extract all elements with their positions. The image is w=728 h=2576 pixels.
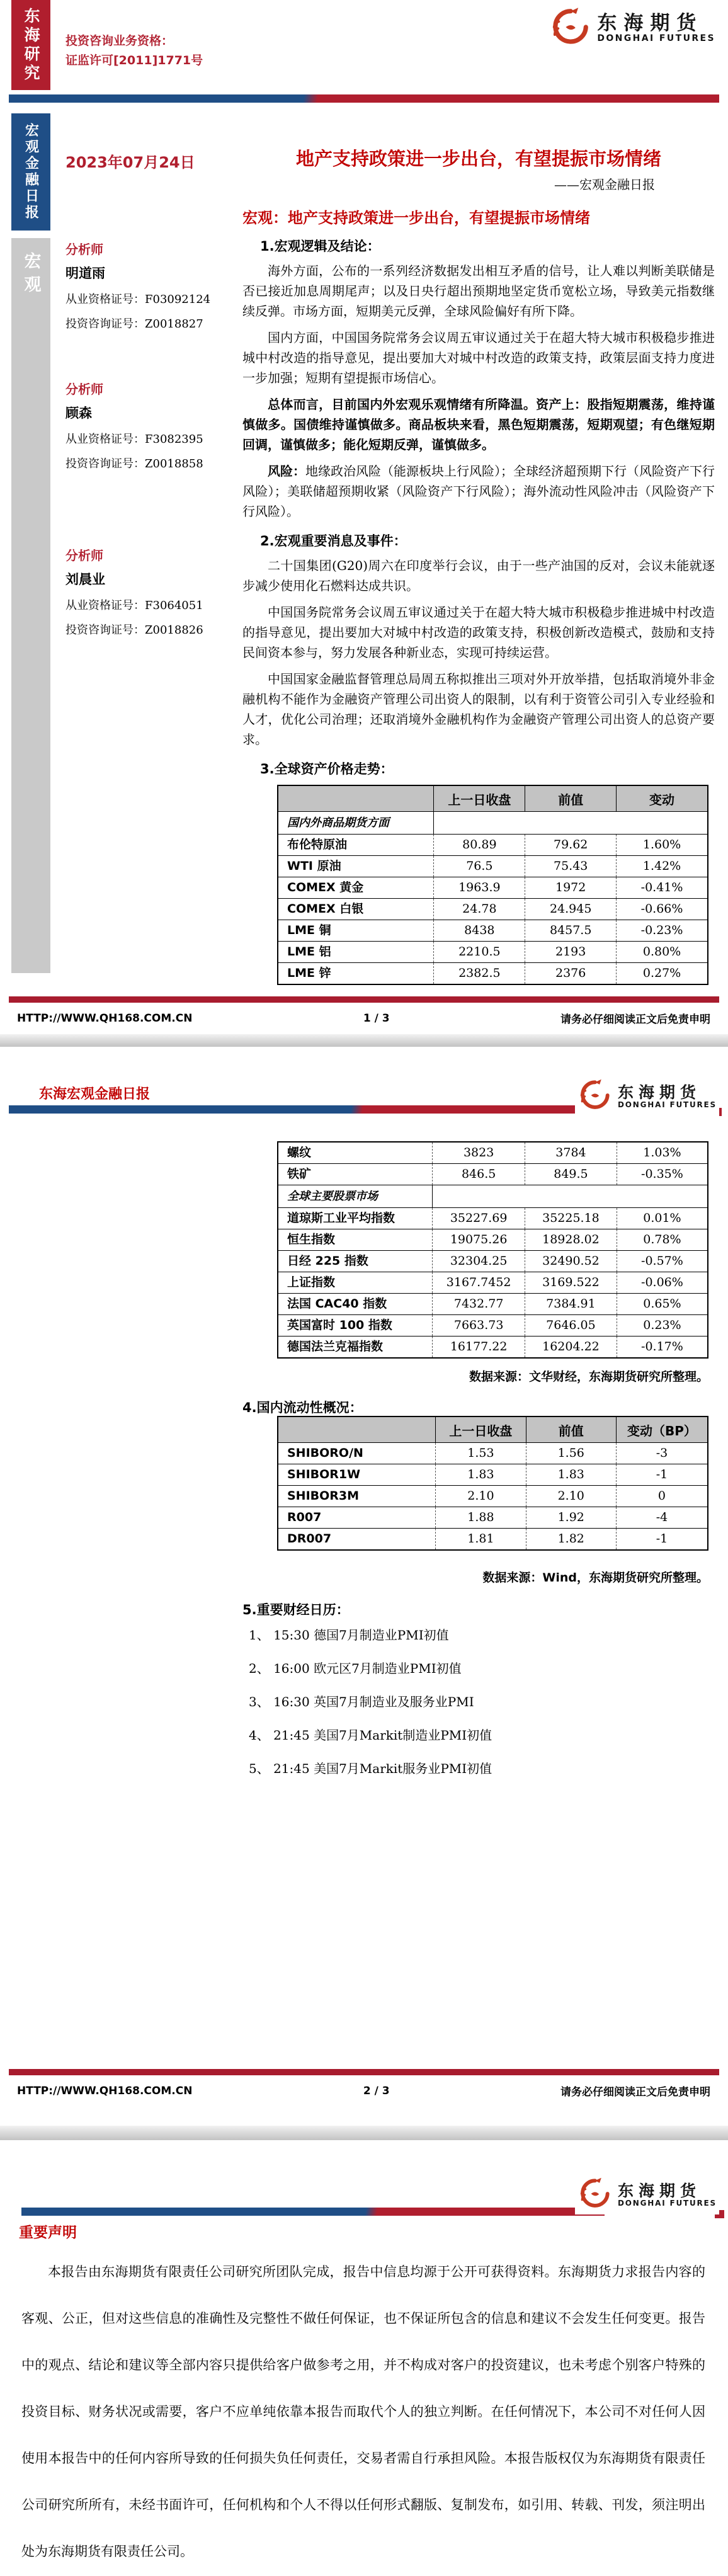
table-cell-value: 80.89 — [434, 835, 525, 856]
table-cell-label: COMEX 白银 — [278, 899, 434, 920]
table-section-row — [278, 1185, 708, 1208]
table-cell-value: -0.41% — [617, 877, 708, 899]
calendar-item: 1、 15:30 德国7月制造业PMI初值 — [249, 1627, 449, 1643]
global-asset-price-table — [277, 785, 708, 985]
heading-domestic-liquidity: 4.国内流动性概况： — [242, 1400, 363, 1415]
footer-disclaimer-note: 请务必仔细阅读正文后免责申明 — [560, 2086, 710, 2099]
footer-disclaimer-note: 请务必仔细阅读正文后免责申明 — [560, 1013, 710, 1026]
table-section-empty — [434, 812, 708, 835]
analyst-role: 分析师 — [65, 242, 103, 257]
calendar-item: 3、 16:30 英国7月制造业及服务业PMI — [249, 1694, 474, 1709]
table-row — [278, 963, 708, 985]
macro-section-heading: 宏观：地产支持政策进一步出台，有望提振市场情绪 — [242, 209, 590, 227]
table-row — [278, 1464, 708, 1486]
table-cell-label: 德国法兰克福指数 — [278, 1336, 433, 1359]
table-header-empty — [278, 1416, 436, 1443]
table-cell-value: 1.88 — [436, 1507, 526, 1529]
column-vertical-label: 宏观 — [21, 252, 41, 299]
footer-bar — [9, 2069, 719, 2075]
table-row — [278, 899, 708, 920]
table-cell-label: 道琼斯工业平均指数 — [278, 1208, 433, 1229]
table-row — [278, 1507, 708, 1529]
analyst-advisory: 投资咨询证号：Z0018826 — [65, 624, 203, 637]
table-cell-value: 7646.05 — [525, 1315, 617, 1336]
company-logo — [547, 5, 718, 52]
table-cell-value: 2193 — [525, 942, 617, 963]
table-cell-value: -0.66% — [617, 899, 708, 920]
research-vertical-banner — [11, 0, 50, 90]
table-row — [278, 920, 708, 942]
analyst-name: 刘晨业 — [65, 572, 105, 587]
table-row — [278, 1529, 708, 1551]
table-section-empty — [433, 1185, 708, 1208]
analyst-name: 顾森 — [65, 406, 92, 421]
table-cell-value: 1.83 — [436, 1464, 526, 1486]
table-cell-value: 846.5 — [433, 1164, 525, 1185]
research-vertical-label: 东海研究 — [22, 7, 40, 83]
report-date: 2023年07月24日 — [65, 154, 195, 171]
table-cell-value: 849.5 — [525, 1164, 617, 1185]
footer-url: HTTP://WWW.QH168.COM.CN — [17, 2084, 193, 2097]
header-divider-bar — [9, 1105, 589, 1114]
table-section-label: 全球主要股票市场 — [278, 1185, 433, 1208]
table-cell-value: 1.03% — [617, 1142, 708, 1164]
analyst-advisory: 投资咨询证号：Z0018858 — [65, 457, 203, 470]
table-cell-label: 铁矿 — [278, 1164, 433, 1185]
table-row — [278, 1208, 708, 1229]
table-header-change-bp: 变动（BP） — [616, 1416, 708, 1443]
table-header-close: 上一日收盘 — [434, 785, 525, 812]
table-cell-value: 3784 — [525, 1142, 617, 1164]
domestic-liquidity-table — [277, 1416, 708, 1551]
risk-label: 风险： — [268, 464, 305, 479]
analyst-role: 分析师 — [65, 382, 103, 397]
table-cell-label: 螺纹 — [278, 1142, 433, 1164]
table-cell-label: 日经 225 指数 — [278, 1251, 433, 1272]
analyst-block-2 — [65, 379, 239, 471]
table-row — [278, 1443, 708, 1464]
table-cell-value: 7663.73 — [433, 1315, 525, 1336]
disclaimer-text: 本报告由东海期货有限责任公司研究所团队完成，报告中信息均源于公开可获得资料。东海期货力求报告内容的客观、公正，但对这些信息的准确性及完整性不做任何保证，也不保证所包含的信息和建议不会发生任何变更。报告中的观点、结论和建议等全部内容只提供给客户做参考之用，并不构成对客户的投资建议，也未考虑个别客户特殊的投资目标、财务状况或需要，客户不应单纯依靠本报告而取代个人的独立判断。在任何情况下，本公司不对任何人因使用本报告中的任何内容所导致的任何损失负任何责任，交易者需自行承担风险。本报告版权仅为东海期货有限责任公司研究所所有，未经书面许可，任何机构和个人不得以任何形式翻版、复制发布，如引用、转载、刊发，须注明出处为东海期货有限责任公司。 — [21, 2264, 705, 2559]
table-cell-value: 24.78 — [434, 899, 525, 920]
analyst-advisory: 投资咨询证号：Z0018827 — [65, 317, 203, 331]
table-row — [278, 856, 708, 877]
table-cell-value: 24.945 — [525, 899, 617, 920]
table-cell-value: 32304.25 — [433, 1251, 525, 1272]
calendar-item: 4、 21:45 美国7月Markit制造业PMI初值 — [249, 1728, 492, 1743]
table-cell-label: WTI 原油 — [278, 856, 434, 877]
paragraph-overseas: 海外方面，公布的一系列经济数据发出相互矛盾的信号，让人难以判断美联储是否已接近加息周期尾声；以及日央行超出预期地坚定货币宽松立场，导致美元指数继续反弹。市场方面，短期美元反弹，全球风险偏好有所下降。 — [242, 263, 715, 319]
table-cell-value: 0.65% — [617, 1294, 708, 1315]
table-cell-value: -1 — [616, 1464, 708, 1486]
page-separator — [0, 1034, 728, 1047]
table-row — [278, 942, 708, 963]
table-row — [278, 1251, 708, 1272]
table-cell-label: SHIBOR3M — [278, 1486, 436, 1507]
paragraph-state-council: 中国国务院常务会议周五审议通过关于在超大特大城市积极稳步推进城中村改造的指导意见，提出要加大对城中村改造的政策支持，积极创新改造模式，鼓励和支持民间资本参与，努力发展各种新业态，实现可持续运营。 — [242, 605, 715, 660]
table-row — [278, 877, 708, 899]
table-row — [278, 1164, 708, 1185]
table-cell-label: LME 锌 — [278, 963, 434, 985]
table-cell-value: 1.92 — [526, 1507, 616, 1529]
table-cell-value: 18928.02 — [525, 1229, 617, 1251]
footer-bar — [9, 996, 719, 1003]
table-cell-label: SHIBOR1W — [278, 1464, 436, 1486]
paragraph-domestic: 国内方面，中国国务院常务会议周五审议通过关于在超大特大城市积极稳步推进城中村改造的指导意见，提出要加大对城中村改造的政策支持，政策层面支持力度进一步加强；短期有望提振市场信心。 — [242, 330, 715, 385]
table-cell-label: LME 铝 — [278, 942, 434, 963]
page-3 — [0, 2140, 728, 2576]
table-cell-value: 0.23% — [617, 1315, 708, 1336]
analyst-block-3 — [65, 545, 239, 637]
table-cell-value: 1963.9 — [434, 877, 525, 899]
table-cell-value: 1.60% — [617, 835, 708, 856]
data-source-wenhua: 数据来源：文华财经，东海期货研究所整理。 — [469, 1370, 708, 1384]
analyst-cert: 从业资格证号：F03092124 — [65, 293, 211, 306]
logo-text — [618, 1085, 717, 1109]
main-content — [242, 149, 715, 985]
table-cell-label: 上证指数 — [278, 1272, 433, 1294]
dragon-logo-icon — [549, 6, 591, 50]
table-cell-value: 35225.18 — [525, 1208, 617, 1229]
logo-cn-text: 东海期货 — [597, 12, 703, 35]
table-cell-label: DR007 — [278, 1529, 436, 1551]
heading-financial-calendar: 5.重要财经日历： — [242, 1602, 350, 1617]
qualification-block — [65, 31, 203, 71]
table-cell-value: -0.06% — [617, 1272, 708, 1294]
table-cell-value: -0.57% — [617, 1251, 708, 1272]
table-cell-value: 75.43 — [525, 856, 617, 877]
qualification-line2: 证监许可[2011]1771号 — [65, 54, 203, 67]
heading-macro-news: 2.宏观重要消息及事件： — [260, 533, 407, 549]
logo-en-text: DONGHAI FUTURES — [618, 2198, 717, 2208]
table-cell-value: 8457.5 — [525, 920, 617, 942]
header-divider-bar — [9, 94, 719, 103]
table-row — [278, 1336, 708, 1359]
dragon-logo-icon — [577, 1078, 611, 1115]
table-row — [278, 1272, 708, 1294]
calendar-item: 5、 21:45 美国7月Markit服务业PMI初值 — [249, 1761, 492, 1776]
table-cell-value: 7384.91 — [525, 1294, 617, 1315]
table-header-change: 变动 — [617, 785, 708, 812]
table-cell-value: 1.82 — [526, 1529, 616, 1551]
header-divider-bar — [21, 2208, 605, 2216]
report-vertical-label: 宏观金融日报 — [23, 123, 39, 221]
heading-global-assets: 3.全球资产价格走势： — [260, 761, 394, 777]
analyst-block-1 — [65, 239, 239, 331]
footer-url: HTTP://WWW.QH168.COM.CN — [17, 1012, 193, 1025]
table-cell-value: 2210.5 — [434, 942, 525, 963]
analyst-cert: 从业资格证号：F3082395 — [65, 433, 203, 446]
page-2 — [0, 1047, 728, 2126]
analyst-role: 分析师 — [65, 548, 103, 563]
table-cell-label: LME 铜 — [278, 920, 434, 942]
table-row — [278, 835, 708, 856]
logo-cn-text: 东海期货 — [618, 2181, 702, 2200]
table-header-prev: 前值 — [525, 785, 617, 812]
global-asset-price-table-continued — [277, 1141, 708, 1359]
table-cell-value: -4 — [616, 1507, 708, 1529]
table-row — [278, 1229, 708, 1251]
report-vertical-banner — [11, 113, 50, 231]
table-cell-value: 79.62 — [525, 835, 617, 856]
table-section-row — [278, 812, 708, 835]
dragon-logo-icon — [577, 2177, 611, 2213]
table-cell-value: 1.56 — [526, 1443, 616, 1464]
logo-en-text: DONGHAI FUTURES — [618, 1100, 717, 1109]
table-cell-value: -0.17% — [617, 1336, 708, 1359]
table-cell-value: 1972 — [525, 877, 617, 899]
column-vertical-banner — [11, 238, 50, 973]
logo-text — [618, 2183, 717, 2208]
table-cell-value: 7432.77 — [433, 1294, 525, 1315]
table-cell-value: -3 — [616, 1443, 708, 1464]
table-cell-value: 1.42% — [617, 856, 708, 877]
table-cell-value: 1.53 — [436, 1443, 526, 1464]
table-row — [278, 1294, 708, 1315]
analyst-cert: 从业资格证号：F3064051 — [65, 599, 203, 612]
table-cell-label: 英国富时 100 指数 — [278, 1315, 433, 1336]
table-header-close: 上一日收盘 — [436, 1416, 526, 1443]
table-cell-value: 3169.522 — [525, 1272, 617, 1294]
table-cell-value: 16204.22 — [525, 1336, 617, 1359]
table-cell-label: SHIBORO/N — [278, 1443, 436, 1464]
table-cell-value: 2376 — [525, 963, 617, 985]
table-header-row — [278, 785, 708, 812]
table-cell-value: 0.80% — [617, 942, 708, 963]
table-cell-value: 32490.52 — [525, 1251, 617, 1272]
page2-header-title: 东海宏观金融日报 — [39, 1086, 151, 1102]
table-cell-value: 3167.7452 — [433, 1272, 525, 1294]
paragraph-risk — [242, 461, 715, 521]
page2-content — [242, 1141, 715, 1795]
table-row — [278, 1486, 708, 1507]
table-cell-value: -1 — [616, 1529, 708, 1551]
calendar-item: 2、 16:00 欧元区7月制造业PMI初值 — [249, 1661, 462, 1676]
table-cell-value: 35227.69 — [433, 1208, 525, 1229]
table-section-label: 国内外商品期货方面 — [278, 812, 434, 835]
footer-row — [17, 2083, 710, 2099]
financial-calendar-list — [249, 1628, 715, 1775]
report-subtitle: ——宏观金融日报 — [554, 177, 655, 192]
table-cell-label: R007 — [278, 1507, 436, 1529]
footer-row — [17, 1010, 710, 1026]
table-header-prev: 前值 — [526, 1416, 616, 1443]
table-cell-label: 布伦特原油 — [278, 835, 434, 856]
important-statement-heading: 重要声明 — [19, 2225, 77, 2241]
heading-macro-logic: 1.宏观逻辑及结论： — [260, 239, 380, 254]
page-number: 2 / 3 — [363, 2084, 390, 2097]
table-cell-value: -0.23% — [617, 920, 708, 942]
analyst-name: 明道雨 — [65, 266, 105, 281]
table-cell-value: -0.35% — [617, 1164, 708, 1185]
table-cell-value: 0 — [616, 1486, 708, 1507]
table-cell-value: 8438 — [434, 920, 525, 942]
table-cell-value: 0.01% — [617, 1208, 708, 1229]
table-cell-value: 19075.26 — [433, 1229, 525, 1251]
table-cell-value: 76.5 — [434, 856, 525, 877]
table-header-row — [278, 1416, 708, 1443]
qualification-line1: 投资咨询业务资格： — [65, 34, 174, 48]
table-cell-value: 2.10 — [526, 1486, 616, 1507]
table-cell-label: 恒生指数 — [278, 1229, 433, 1251]
table-header-empty — [278, 785, 434, 812]
report-title: 地产支持政策进一步出台，有望提振市场情绪 — [295, 148, 661, 169]
table-cell-label: 法国 CAC40 指数 — [278, 1294, 433, 1315]
table-row — [278, 1142, 708, 1164]
table-cell-value: 2.10 — [436, 1486, 526, 1507]
company-logo — [575, 1077, 719, 1116]
table-row — [278, 1315, 708, 1336]
page-1 — [0, 0, 728, 1034]
logo-text — [597, 13, 715, 43]
table-cell-value: 2382.5 — [434, 963, 525, 985]
page-number: 1 / 3 — [363, 1012, 390, 1025]
page-separator — [0, 2126, 728, 2140]
table-cell-value: 3823 — [433, 1142, 525, 1164]
table-cell-value: 0.78% — [617, 1229, 708, 1251]
risk-text: 地缘政治风险（能源板块上行风险）；全球经济超预期下行（风险资产下行风险）；美联储超预期收紧（风险资产下行风险）；海外流动性风险冲击（风险资产下行风险）。 — [242, 464, 715, 519]
paragraph-nfra: 中国国家金融监督管理总局周五称拟推出三项对外开放举措，包括取消境外非金融机构不能作为金融资产管理公司出资人的限制，以有利于资管公司引入专业经验和人才，优化公司治理；还取消境外金融机构作为金融资产管理公司出资人的总资产要求。 — [242, 671, 715, 747]
table-cell-value: 16177.22 — [433, 1336, 525, 1359]
table-cell-label: COMEX 黄金 — [278, 877, 434, 899]
data-source-wind: 数据来源：Wind，东海期货研究所整理。 — [482, 1571, 708, 1585]
paragraph-summary: 总体而言，目前国内外宏观乐观情绪有所降温。资产上：股指短期震荡，维持谨慎做多。国债维持谨慎做多。商品板块来看，黑色短期震荡，短期观望；有色继短期回调，谨慎做多；能化短期反弹，谨慎做多。 — [242, 397, 715, 452]
company-logo — [575, 2175, 719, 2214]
logo-en-text: DONGHAI FUTURES — [597, 33, 715, 43]
table-cell-value: 1.81 — [436, 1529, 526, 1551]
table-cell-value: 0.27% — [617, 963, 708, 985]
logo-cn-text: 东海期货 — [618, 1083, 702, 1102]
table-cell-value: 1.83 — [526, 1464, 616, 1486]
paragraph-g20: 二十国集团(G20)周六在印度举行会议，由于一些产油国的反对，会议未能就逐步减少使用化石燃料达成共识。 — [242, 558, 715, 593]
